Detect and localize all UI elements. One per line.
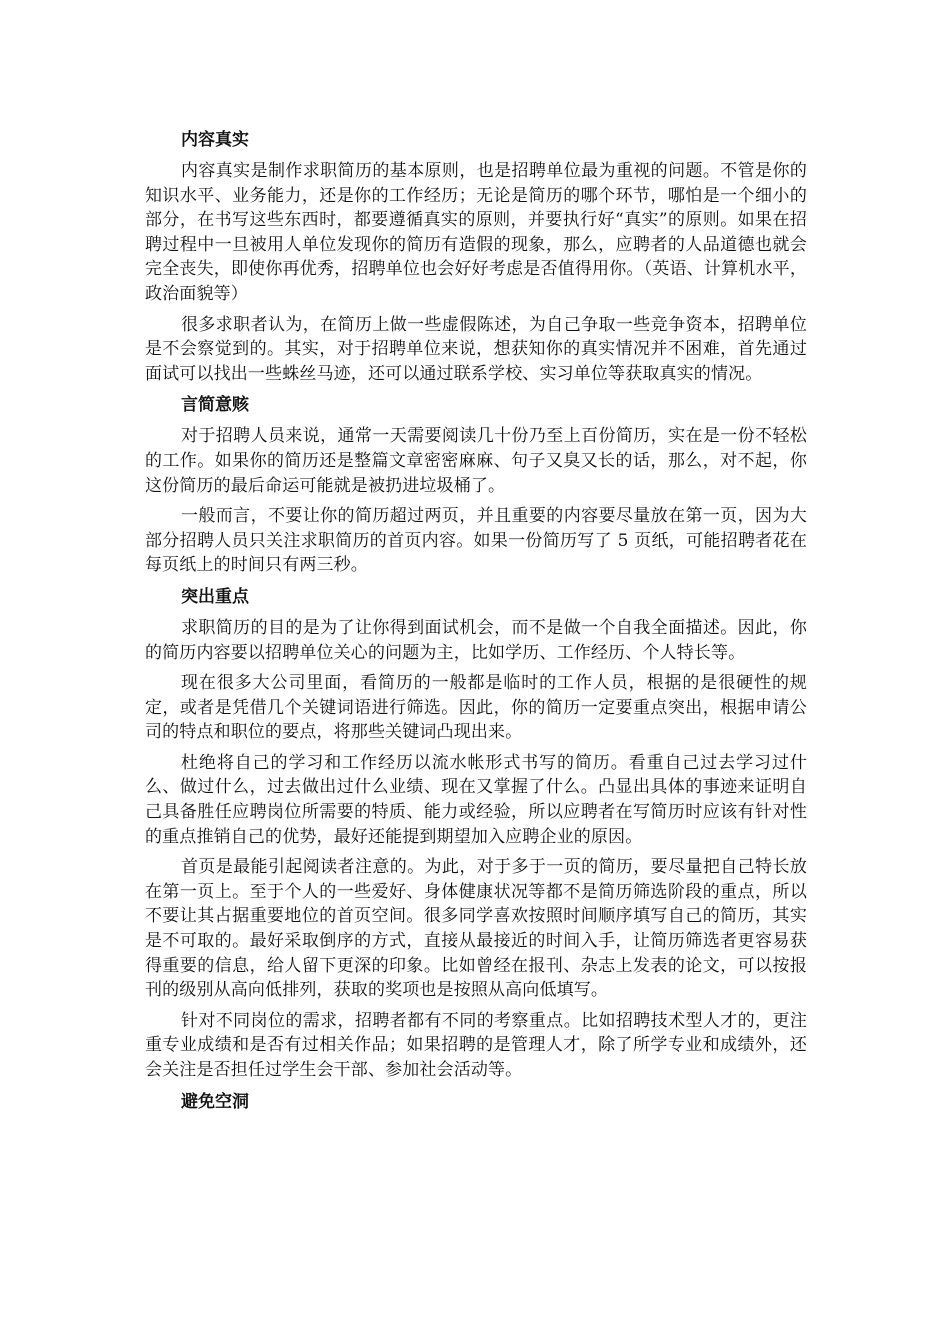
paragraph: 首页是最能引起阅读者注意的。为此，对于多于一页的简历，要尽量把自己特长放在第一页上。至于个人的一些爱好、身体健康状况等都不是简历筛选阶段的重点，所以不要让其占据重要地位的首页空间。很多同学喜欢按照时间顺序填写自己的简历，其实是不可取的。最好采取倒序的方式，直接从最接近的时间入手，让简历筛选者更容易获得重要的信息，给人留下更深的印象。比如曾经在报刊、杂志上发表的论文，可以按报刊的级别从高向低排列，获取的奖项也是按照从高向低填写。 <box>145 857 807 1001</box>
paragraph: 求职简历的目的是为了让你得到面试机会，而不是做一个自我全面描述。因此，你的简历内容要以招聘单位关心的问题为主，比如学历、工作经历、个人特长等。 <box>145 617 807 663</box>
section-concise <box>145 392 807 578</box>
section-heading: 内容真实 <box>181 130 249 150</box>
document-page <box>145 124 807 1121</box>
section-content-truth <box>145 127 807 386</box>
paragraph: 一般而言，不要让你的简历超过两页，并且重要的内容要尽量放在第一页，因为大部分招聘人员只关注求职简历的首页内容。如果一份简历写了 5 页纸，可能招聘者花在每页纸上的时间只有两三秒。 <box>145 506 807 576</box>
section-heading: 避免空洞 <box>181 1091 249 1112</box>
paragraph: 杜绝将自己的学习和工作经历以流水帐形式书写的简历。看重自己过去学习过什么、做过什么，过去做出过什么业绩、现在又掌握了什么。凸显出具体的事迹来证明自己具备胜任应聘岗位所需要的特质、能力或经验，所以应聘者在写简历时应该有针对性的重点推销自己的优势，最好还能提到期望加入应聘企业的原因。 <box>145 752 807 847</box>
section-heading: 突出重点 <box>181 586 249 607</box>
section-heading: 言简意赅 <box>181 395 249 416</box>
paragraph: 针对不同岗位的需求，招聘者都有不同的考察重点。比如招聘技术型人才的，更注重专业成绩和是否有过相关作品；如果招聘的是管理人才，除了所学专业和成绩外，还会关注是否担任过学生会干部、参加社会活动等。 <box>145 1010 807 1080</box>
section-avoid-empty <box>145 1089 807 1115</box>
section-highlight <box>145 584 807 1083</box>
paragraph: 对于招聘人员来说，通常一天需要阅读几十份乃至上百份简历，实在是一份不轻松的工作。如果你的简历还是整篇文章密密麻麻、句子又臭又长的话，那么，对不起，你这份简历的最后命运可能就是被扔进垃圾桶了。 <box>145 426 807 496</box>
paragraph: 很多求职者认为，在简历上做一些虚假陈述，为自己争取一些竞争资本，招聘单位是不会察觉到的。其实，对于招聘单位来说，想获知你的真实情况并不困难，首先通过面试可以找出一些蛛丝马迹，还可以通过联系学校、实习单位等获取真实的情况。 <box>145 314 807 384</box>
paragraph: 现在很多大公司里面，看简历的一般都是临时的工作人员，根据的是很硬性的规定，或者是凭借几个关键词语进行筛选。因此，你的简历一定要重点突出，根据申请公司的特点和职位的要点，将那些关键词凸现出来。 <box>145 673 807 743</box>
paragraph: 内容真实是制作求职简历的基本原则，也是招聘单位最为重视的问题。不管是你的知识水平、业务能力，还是你的工作经历；无论是简历的哪个环节，哪怕是一个细小的部分，在书写这些东西时，都要遵循真实的原则，并要执行好“真实”的原则。如果在招聘过程中一旦被用人单位发现你的简历有造假的现象，那么，应聘者的人品道德也就会完全丧失，即使你再优秀，招聘单位也会好好考虑是否值得用你。（英语、计算机水平，政治面貌等） <box>145 161 807 304</box>
